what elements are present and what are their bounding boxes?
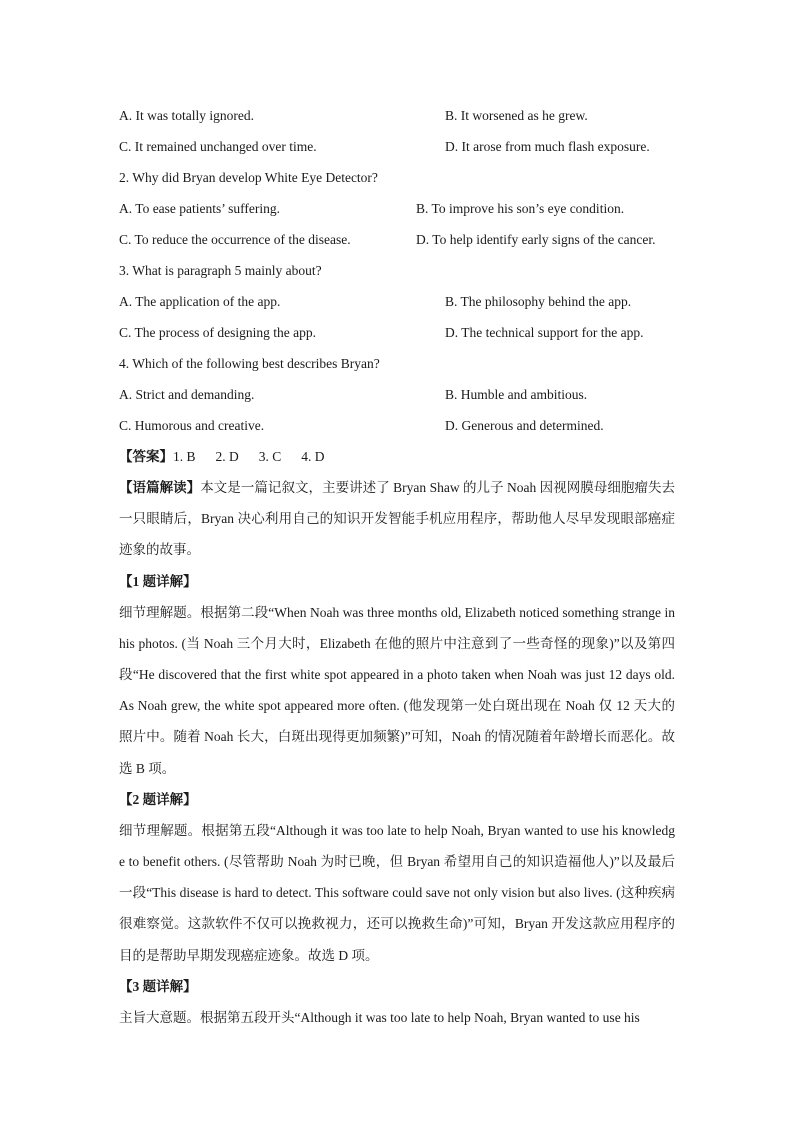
options-row bbox=[119, 410, 675, 441]
answer-item: 2. D bbox=[215, 449, 239, 464]
explanation-heading: 【3 题详解】 bbox=[119, 978, 197, 994]
option-c: C. To reduce the occurrence of the disease. bbox=[119, 232, 351, 247]
explanation-text: 细节理解题。根据第二段“When Noah was three months old, Elizabeth noticed something strange in his photos. (当 Noah 三个月大时，Elizabeth 在他的照片中注意到了一些奇怪的现象)”以及第四段“He discovered that the first white spot appeared in a photo taken when Noah was just 12 days old. As Noah grew, the white spot appeared more often. (他发现第一处白斑出现在 Noah 仅 12 天大的照片中。随着 Noah 长大，白斑出现得更加频繁)”可知，Noah 的情况随着年龄增长而恶化。故选 B 项。 bbox=[119, 604, 675, 776]
option-b: B. To improve his son’s eye condition. bbox=[416, 201, 625, 216]
answer-label: 【答案】 bbox=[119, 449, 173, 464]
option-a: A. The application of the app. bbox=[119, 294, 281, 309]
explanation-heading: 【2 题详解】 bbox=[119, 791, 197, 807]
question-3 bbox=[119, 255, 675, 348]
option-c: C. It remained unchanged over time. bbox=[119, 139, 317, 154]
option-d: D. It arose from much flash exposure. bbox=[445, 139, 650, 154]
options-row bbox=[119, 286, 675, 317]
option-b: B. It worsened as he grew. bbox=[445, 108, 588, 123]
question-1 bbox=[119, 100, 675, 162]
option-d: D. To help identify early signs of the cancer. bbox=[416, 232, 656, 247]
answer-key bbox=[119, 441, 675, 472]
option-a: A. It was totally ignored. bbox=[119, 108, 254, 123]
question-2 bbox=[119, 162, 675, 255]
document-page bbox=[119, 100, 675, 1033]
option-a: A. Strict and demanding. bbox=[119, 387, 255, 402]
option-d: D. Generous and determined. bbox=[445, 418, 604, 433]
summary-label: 【语篇解读】 bbox=[119, 480, 201, 495]
answer-item: 4. D bbox=[301, 449, 325, 464]
explanation-heading: 【1 题详解】 bbox=[119, 573, 197, 589]
answer-item: 3. C bbox=[258, 449, 282, 464]
passage-summary bbox=[119, 472, 675, 566]
option-b: B. Humble and ambitious. bbox=[445, 387, 588, 402]
options-row bbox=[119, 317, 675, 348]
option-a: A. To ease patients’ suffering. bbox=[119, 201, 281, 216]
options-row bbox=[119, 193, 675, 224]
option-c: C. Humorous and creative. bbox=[119, 418, 265, 433]
question-stem: 4. Which of the following best describes Bryan? bbox=[119, 356, 380, 371]
options-row bbox=[119, 224, 675, 255]
summary-text: 本文是一篇记叙文，主要讲述了 Bryan Shaw 的儿子 Noah 因视网膜母细胞瘤失去一只眼睛后，Bryan 决心利用自己的知识开发智能手机应用程序，帮助他人尽早发现眼部癌症迹象的故事。 bbox=[119, 480, 676, 558]
question-stem: 2. Why did Bryan develop White Eye Detector? bbox=[119, 170, 378, 185]
answer-item: 1. B bbox=[173, 449, 196, 464]
explanation-text: 主旨大意题。根据第五段开头“Although it was too late to help Noah, Bryan wanted to use his bbox=[119, 1009, 640, 1025]
options-row bbox=[119, 131, 675, 162]
option-b: B. The philosophy behind the app. bbox=[445, 294, 632, 309]
options-row bbox=[119, 100, 675, 131]
question-stem: 3. What is paragraph 5 mainly about? bbox=[119, 263, 322, 278]
question-4 bbox=[119, 348, 675, 441]
option-d: D. The technical support for the app. bbox=[445, 325, 644, 340]
option-c: C. The process of designing the app. bbox=[119, 325, 316, 340]
options-row bbox=[119, 379, 675, 410]
explanation-text: 细节理解题。根据第五段“Although it was too late to help Noah, Bryan wanted to use his knowledge to benefit others. (尽管帮助 Noah 为时已晚，但 Bryan 希望用自己的知识造福他人)”以及最后一段“This disease is hard to detect. This software could save not only vision but also lives. (这种疾病很难察觉。这款软件不仅可以挽救视力，还可以挽救生命)”可知，Bryan 开发这款应用程序的目的是帮助早期发现癌症迹象。故选 D 项。 bbox=[119, 822, 675, 963]
